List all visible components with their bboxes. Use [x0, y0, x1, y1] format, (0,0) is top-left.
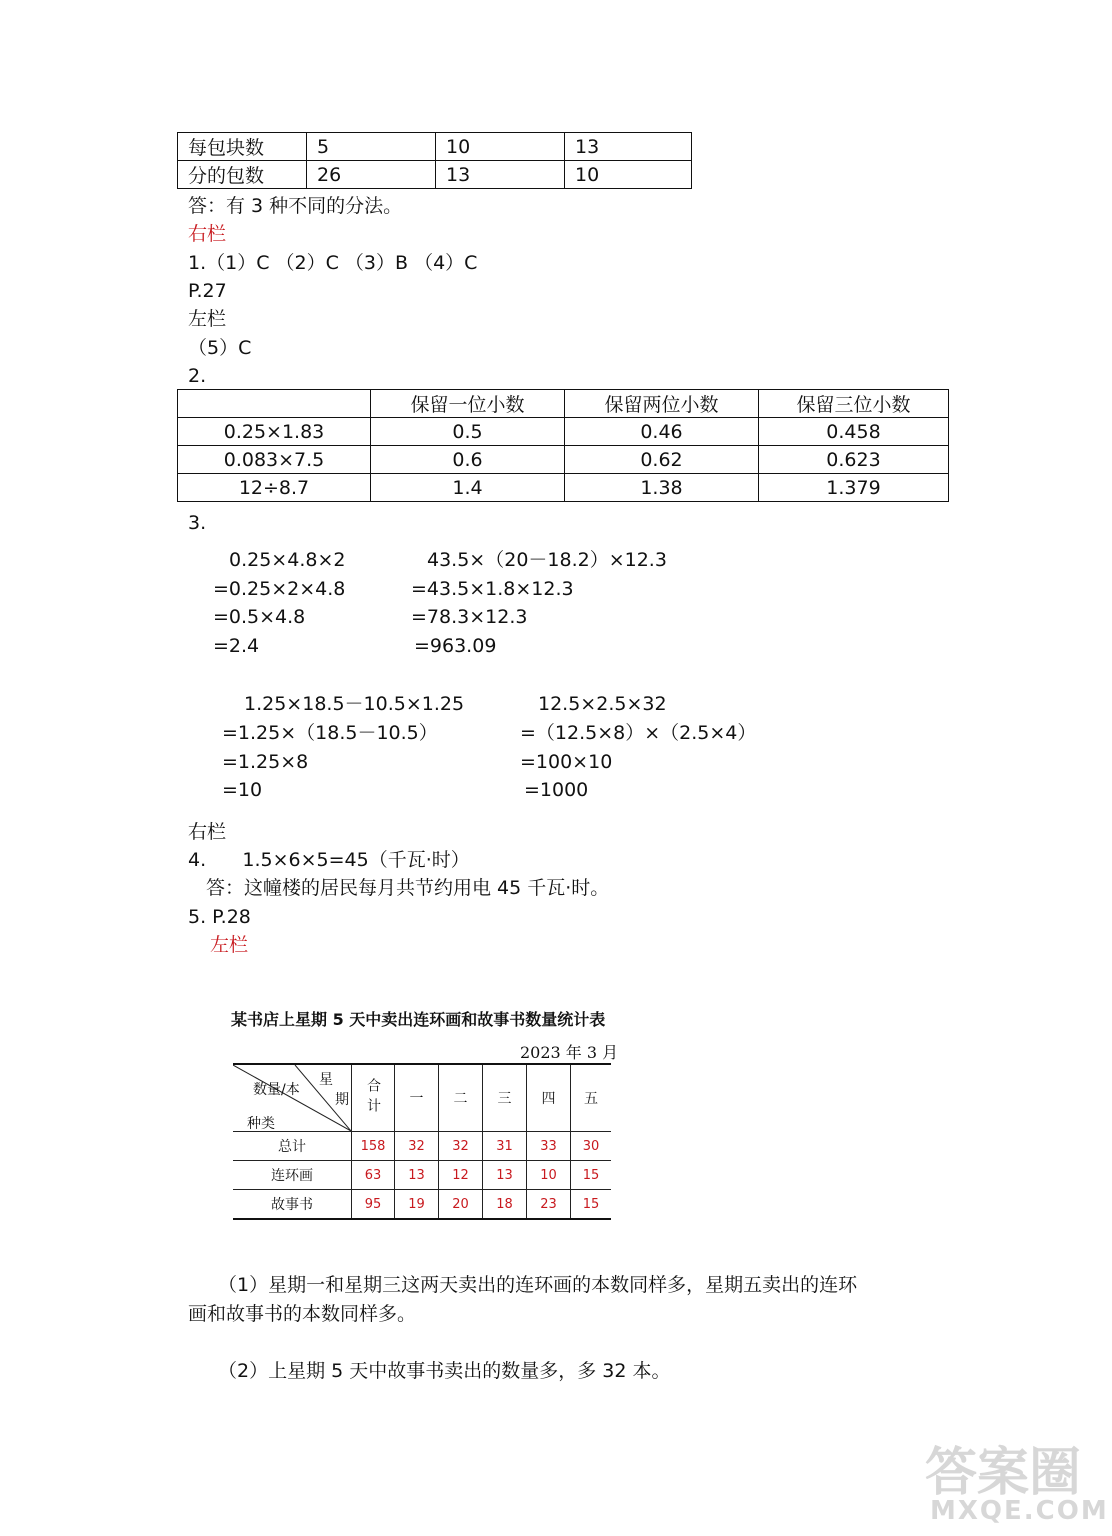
expr-cell: 12÷8.7: [178, 474, 371, 502]
header-cell: 保留三位小数: [759, 390, 949, 418]
cell: 13: [483, 1161, 527, 1190]
table-row: [178, 133, 692, 161]
table-header-row: [178, 390, 949, 418]
expr-cell: 0.25×1.83: [178, 418, 371, 446]
corner-label-top2: 期: [335, 1092, 349, 1108]
package-table: [177, 132, 692, 189]
watermark-url: MXQE.COM: [930, 1496, 1109, 1526]
table-row: [178, 474, 949, 502]
stat-table-date: 2023 年 3 月: [520, 1043, 619, 1062]
answer-5-2: （2）上星期 5 天中故事书卖出的数量多，多 32 本。: [218, 1360, 671, 1382]
calc-line: =1.25×8: [222, 751, 309, 773]
cell: 63: [352, 1161, 395, 1190]
watermark-logo: 答案圈: [925, 1443, 1082, 1503]
row-label: 总计: [278, 1139, 306, 1155]
calc-line: =0.5×4.8: [213, 606, 306, 628]
header-cell: 五: [571, 1065, 612, 1132]
cell: 10: [436, 133, 565, 161]
question-3: 3.: [188, 512, 207, 534]
header-cell: 一: [395, 1065, 439, 1132]
cell: 20: [439, 1190, 483, 1220]
cell: 12: [439, 1161, 483, 1190]
answer-5-1-line2: 画和故事书的本数同样多。: [188, 1303, 417, 1325]
cell: 0.46: [565, 418, 759, 446]
cell: 13: [395, 1161, 439, 1190]
cell: 32: [439, 1132, 483, 1161]
cell: 30: [571, 1132, 612, 1161]
calc-line: =10: [222, 779, 263, 801]
cell: 0.458: [759, 418, 949, 446]
rounding-table: [177, 389, 949, 502]
calc-line: 12.5×2.5×32: [538, 693, 667, 715]
calc-line: 0.25×4.8×2: [229, 549, 346, 571]
expr-cell: 0.083×7.5: [178, 446, 371, 474]
answer-5-1-line1: （1）星期一和星期三这两天卖出的连环画的本数同样多，星期五卖出的连环: [218, 1274, 858, 1296]
calc-line: =43.5×1.8×12.3: [411, 578, 574, 600]
cell: 10: [565, 161, 692, 189]
cell: 1.379: [759, 474, 949, 502]
cell: 13: [565, 133, 692, 161]
corner-label-top: 星: [319, 1072, 333, 1088]
cell: 19: [395, 1190, 439, 1220]
row-label: 每包块数: [178, 133, 307, 161]
cell: 13: [436, 161, 565, 189]
question-1-5: （5）C: [188, 337, 252, 359]
column-label: 左栏: [210, 934, 249, 956]
calc-line: =100×10: [520, 751, 613, 773]
cell: 32: [395, 1132, 439, 1161]
cell: 15: [571, 1161, 612, 1190]
header-cell: 三: [483, 1065, 527, 1132]
cell: 33: [527, 1132, 571, 1161]
corner-label-bottom: 种类: [247, 1116, 275, 1132]
table-header-row: [233, 1065, 611, 1132]
cell: 31: [483, 1132, 527, 1161]
calc-line: =（12.5×8）×（2.5×4）: [520, 722, 757, 744]
question-5: 5. P.28: [188, 906, 251, 928]
question-2: 2.: [188, 365, 207, 387]
table-row: [178, 418, 949, 446]
column-label: 右栏: [188, 821, 227, 843]
cell: 18: [483, 1190, 527, 1220]
cell: 0.5: [371, 418, 565, 446]
table-row: [233, 1132, 611, 1161]
header-cell: 合计: [352, 1065, 395, 1132]
cell: 1.4: [371, 474, 565, 502]
row-label: 连环画: [271, 1168, 313, 1184]
calc-line: =963.09: [414, 635, 497, 657]
page-number: P.27: [188, 280, 227, 302]
corner-label-mid: 数量/本: [253, 1082, 300, 1098]
answer-text: 答：有 3 种不同的分法。: [188, 195, 403, 217]
header-cell: 保留一位小数: [371, 390, 565, 418]
cell: 0.6: [371, 446, 565, 474]
calc-line: =1.25×（18.5－10.5）: [222, 722, 438, 744]
answer-text: 答：这幢楼的居民每月共节约用电 45 千瓦·时。: [206, 877, 610, 899]
stat-table: [233, 1065, 611, 1220]
cell: 0.623: [759, 446, 949, 474]
calc-line: =2.4: [213, 635, 260, 657]
cell: 158: [352, 1132, 395, 1161]
row-label: 故事书: [271, 1197, 313, 1213]
cell: 23: [527, 1190, 571, 1220]
header-cell: 四: [527, 1065, 571, 1132]
cell: 5: [307, 133, 436, 161]
header-cell: 保留两位小数: [565, 390, 759, 418]
stat-table-title: 某书店上星期 5 天中卖出连环画和故事书数量统计表: [231, 1010, 606, 1029]
cell: 1.38: [565, 474, 759, 502]
table-row: [178, 446, 949, 474]
table-row: [233, 1190, 611, 1220]
table-row: [178, 161, 692, 189]
header-cell: 二: [439, 1065, 483, 1132]
column-label: 右栏: [188, 223, 227, 245]
calc-line: =78.3×12.3: [411, 606, 528, 628]
calc-line: =0.25×2×4.8: [213, 578, 346, 600]
cell: 26: [307, 161, 436, 189]
cell: 95: [352, 1190, 395, 1220]
cell: 15: [571, 1190, 612, 1220]
table-row: [233, 1161, 611, 1190]
calc-line: =1000: [524, 779, 589, 801]
question-1: 1.（1）C （2）C （3）B （4）C: [188, 252, 478, 274]
calc-line: 1.25×18.5－10.5×1.25: [244, 693, 465, 715]
question-4: 4. 1.5×6×5=45（千瓦·时）: [188, 849, 470, 871]
calc-line: 43.5×（20－18.2）×12.3: [427, 549, 667, 571]
row-label: 分的包数: [178, 161, 307, 189]
cell: 0.62: [565, 446, 759, 474]
column-label: 左栏: [188, 308, 227, 330]
header-cell: [178, 390, 371, 418]
cell: 10: [527, 1161, 571, 1190]
corner-cell: [233, 1065, 352, 1132]
